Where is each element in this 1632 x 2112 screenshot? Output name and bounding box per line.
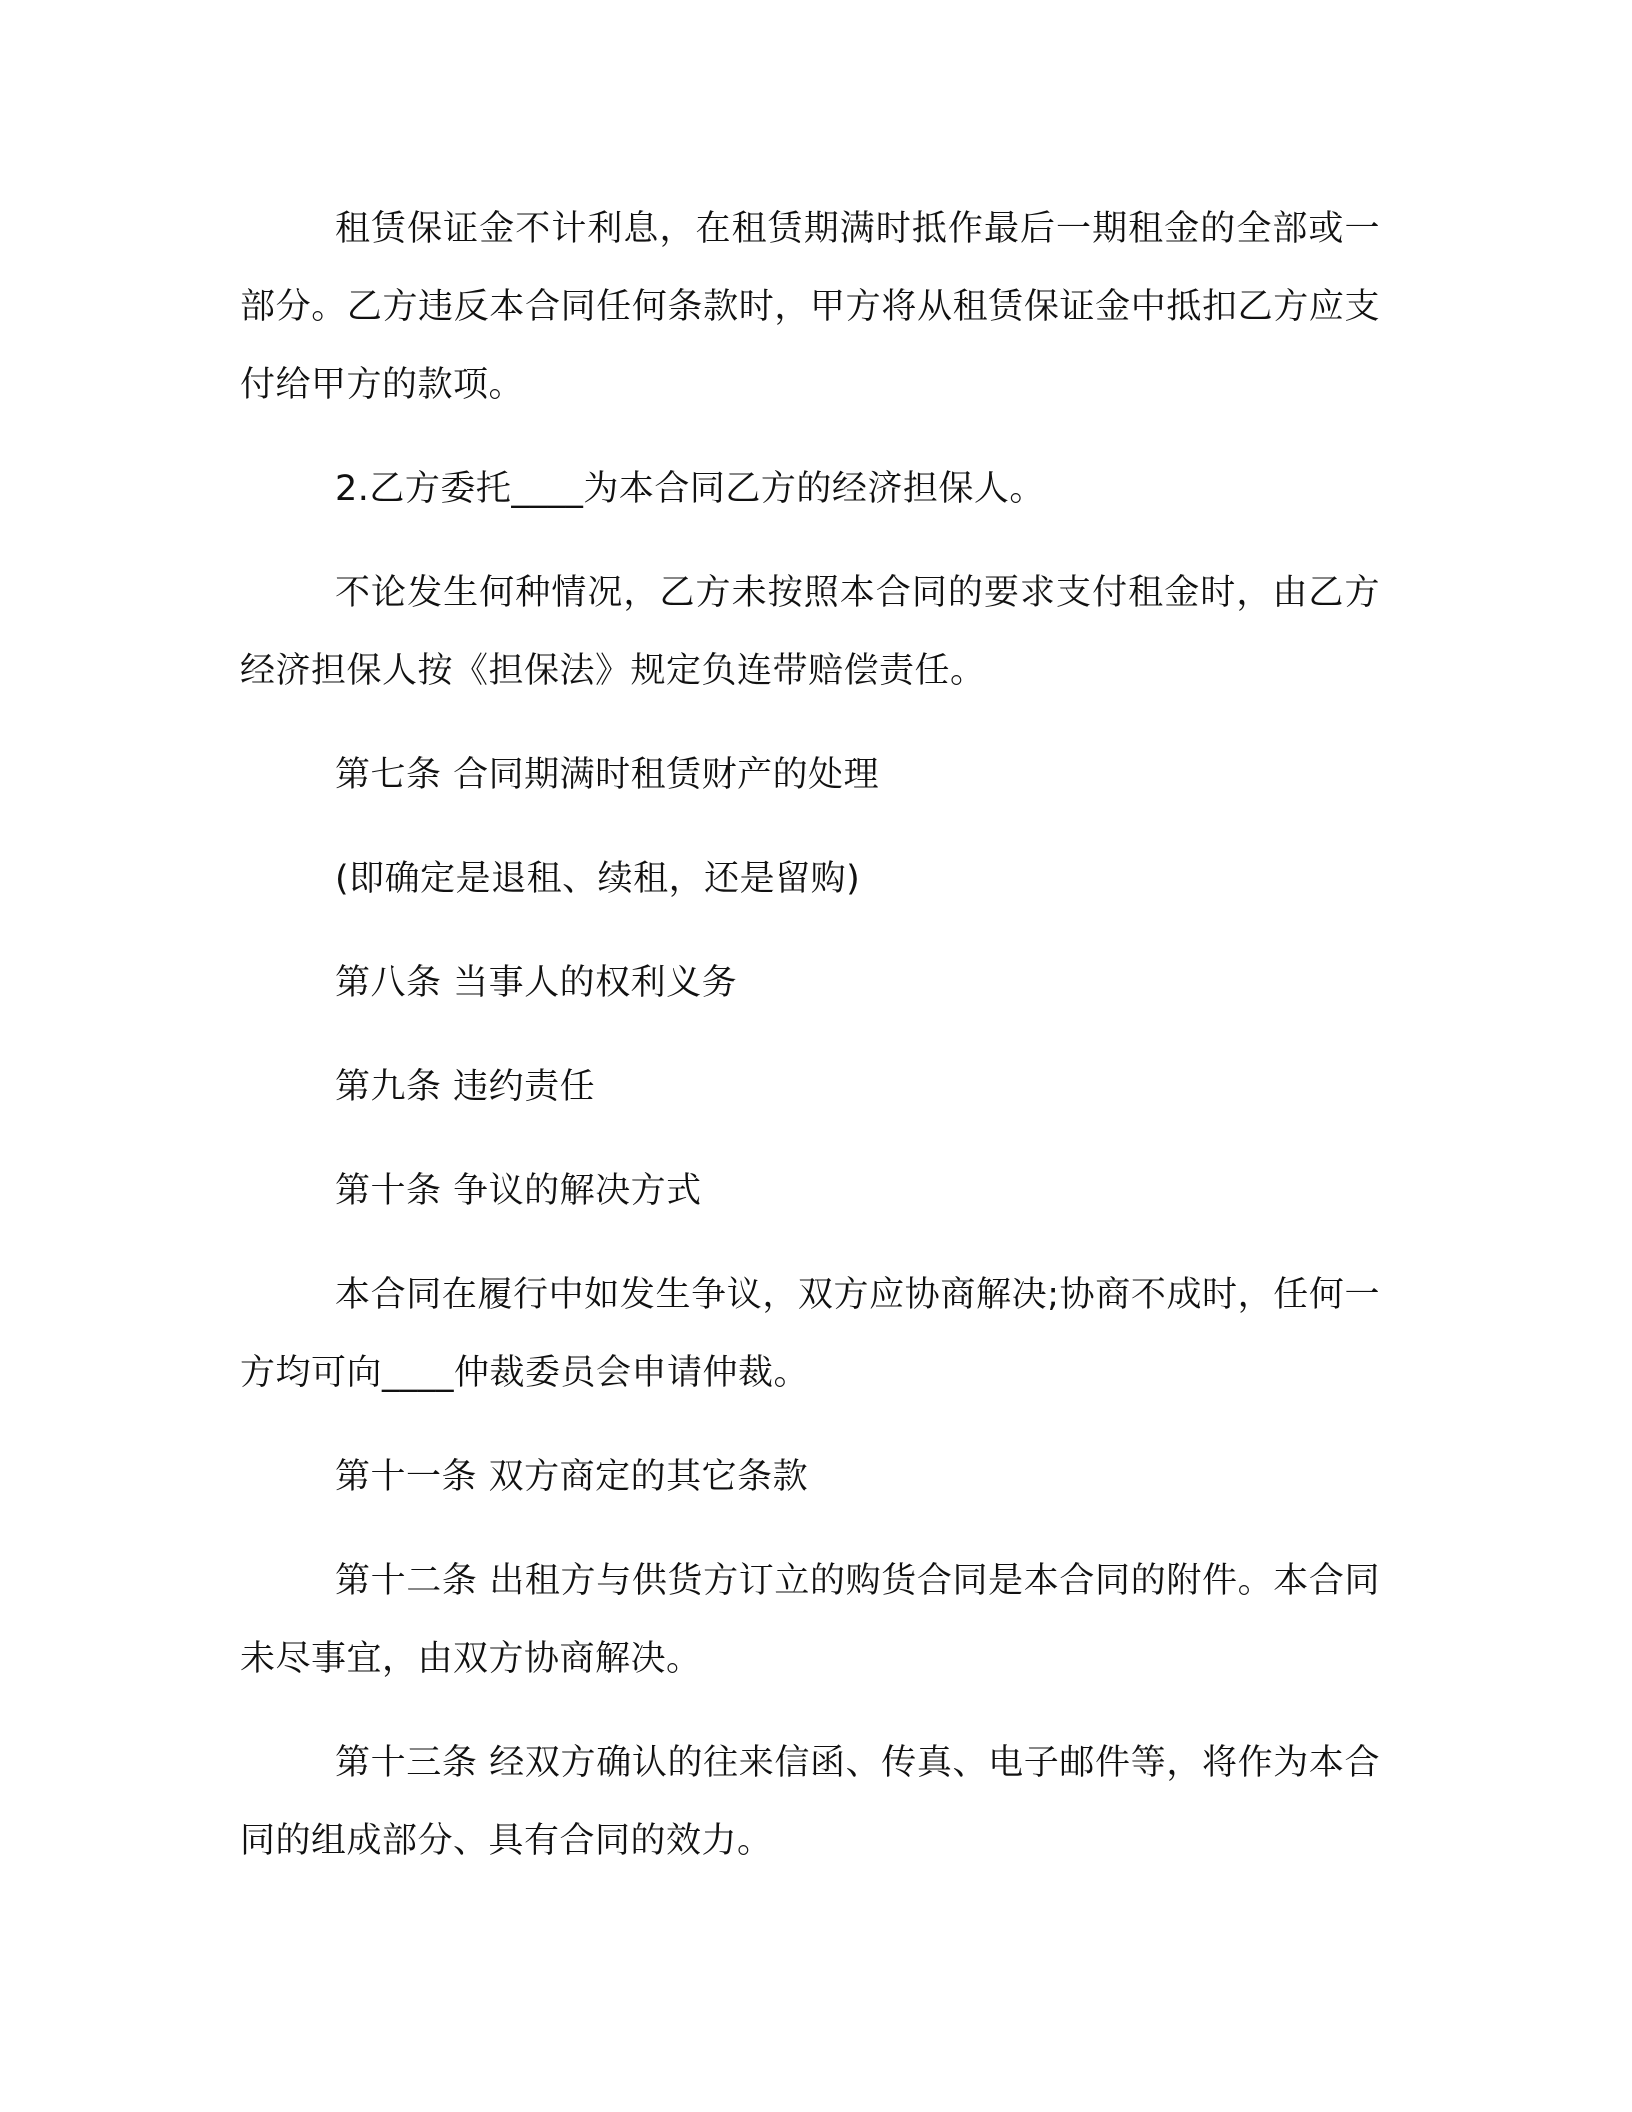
paragraph-deposit-terms: 租赁保证金不计利息，在租赁期满时抵作最后一期租金的全部或一部分。乙方违反本合同任何条款时，甲方将从租赁保证金中抵扣乙方应支付给甲方的款项。 xyxy=(240,209,1380,405)
article-7-heading: 第七条 合同期满时租赁财产的处理 xyxy=(335,755,880,795)
article-9-heading: 第九条 违约责任 xyxy=(335,1067,596,1107)
article-8-heading: 第八条 当事人的权利义务 xyxy=(335,963,738,1003)
article-13-paragraph: 第十三条 经双方确认的往来信函、传真、电子邮件等，将作为本合同的组成部分、具有合同的效力。 xyxy=(240,1743,1380,1861)
article-12-paragraph: 第十二条 出租方与供货方订立的购货合同是本合同的附件。本合同未尽事宜，由双方协商解决。 xyxy=(240,1561,1380,1679)
article-11-heading: 第十一条 双方商定的其它条款 xyxy=(335,1457,809,1497)
document-body xyxy=(240,190,1380,1906)
paragraph-dispute-resolution: 本合同在履行中如发生争议，双方应协商解决;协商不成时，任何一方均可向____仲裁委员会申请仲裁。 xyxy=(240,1275,1380,1393)
article-7-note: (即确定是退租、续租，还是留购) xyxy=(335,859,861,899)
paragraph-guarantor-liability: 不论发生何种情况，乙方未按照本合同的要求支付租金时，由乙方经济担保人按《担保法》规定负连带赔偿责任。 xyxy=(240,573,1380,691)
article-10-heading: 第十条 争议的解决方式 xyxy=(335,1171,702,1211)
paragraph-guarantor: 2.乙方委托____为本合同乙方的经济担保人。 xyxy=(335,469,1045,509)
